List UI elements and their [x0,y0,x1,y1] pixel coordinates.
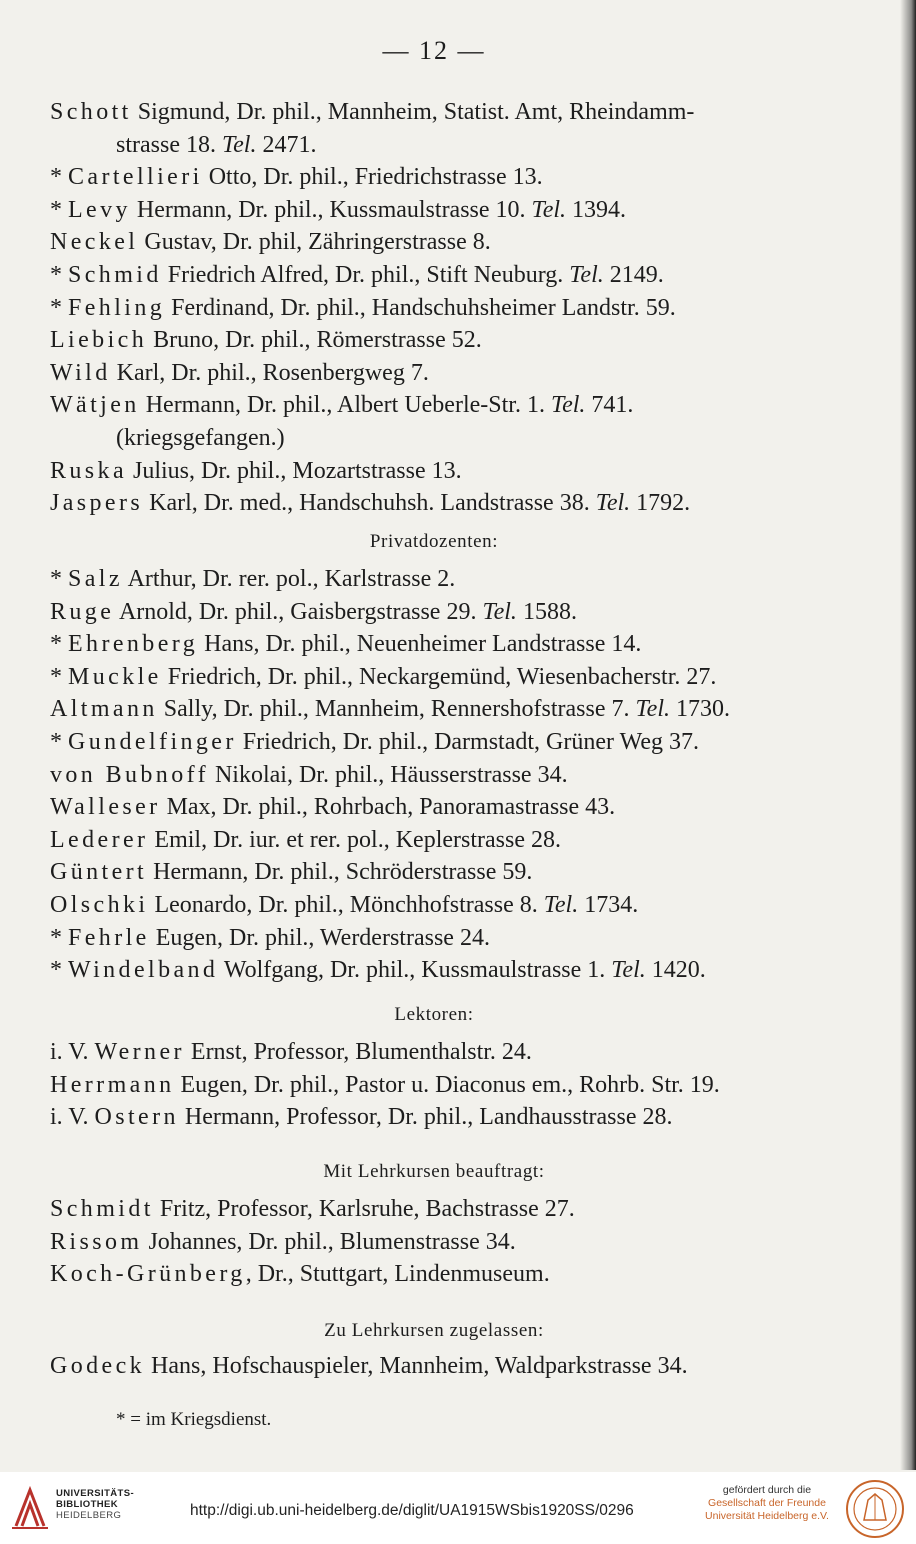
entry-line [50,693,840,726]
military-service-asterisk: * [50,663,68,690]
entry-line [50,389,840,422]
footer-bar [0,1472,916,1544]
military-service-asterisk: * [50,957,68,984]
entry-details: Hans, Dr. phil., Neuenheimer Landstrasse 14. [198,631,642,658]
entry-surname: Jaspers [50,490,144,517]
entry-details: Sally, Dr. phil., Mannheim, Rennershofstrasse 7. [157,696,636,723]
entry-surname: Wätjen [50,392,140,419]
entry-line [50,324,840,357]
entry-surname: Koch-Grünberg [50,1261,246,1288]
entry-line [50,1193,840,1226]
entry-line [50,596,840,629]
entry-details: , Dr., Stuttgart, Lindenmuseum. [245,1261,550,1288]
entry-line [50,455,840,488]
entry-surname: Herrmann [50,1071,175,1098]
entry-details: Julius, Dr. phil., Mozartstrasse 13. [127,457,462,484]
entry-surname: Güntert [50,859,148,886]
military-service-asterisk: * [50,294,68,321]
entry-details: Hermann, Professor, Dr. phil., Landhausstrasse 28. [178,1104,673,1131]
entry-surname: Fehling [68,294,166,321]
entry-details: strasse 18. [116,131,222,158]
sponsor-org-line1: Gesellschaft der Freunde [708,1497,826,1509]
entry-line [50,292,840,325]
sponsor-org-line2: Universität Heidelberg e.V. [705,1510,829,1522]
telephone-label: Tel. [531,196,567,223]
entry-details: (kriegsgefangen.) [116,424,285,451]
entry-prefix: i. V. [50,1039,95,1065]
zugelassen-list [50,1350,840,1383]
telephone-label: Tel. [611,957,646,984]
entry-details: Eugen, Dr. phil., Pastor u. Diaconus em., Rohrb. Str. 19. [174,1071,720,1098]
heading-lehrkursen-beauftragt: Mit Lehrkursen beauftragt: [323,1161,545,1182]
entry-surname: Windelband [68,957,219,984]
entry-details: Johannes, Dr. phil., Blumenstrasse 34. [142,1228,516,1255]
entry-details: Max, Dr. phil., Rohrbach, Panoramastrasse 43. [160,794,616,821]
military-service-asterisk: * [50,924,68,951]
entry-surname: Levy [68,196,131,223]
entry-surname: Lederer [50,826,149,853]
entry-surname: Neckel [50,229,139,256]
entry-line [50,226,840,259]
entry-line [50,856,840,889]
telephone-label: Tel. [550,392,586,419]
entry-details: Friedrich, Dr. phil., Neckargemünd, Wiesenbacherstr. 27. [161,663,717,690]
faculty-list [50,96,840,520]
entry-details: Ferdinand, Dr. phil., Handschuhsheimer Landstr. 59. [165,294,676,321]
entry-details: Arthur, Dr. rer. pol., Karlstrasse 2. [122,566,456,592]
entry-details: Friedrich Alfred, Dr. phil., Stift Neuburg. [161,261,570,288]
entry-surname: Ruge [50,598,115,625]
entry-details: Friedrich, Dr. phil., Darmstadt, Grüner Weg 37. [236,728,699,755]
telephone-number: 1730. [669,696,730,723]
entry-line [50,96,840,129]
lehrkursen-list [50,1193,840,1291]
entry-details: Wolfgang, Dr. phil., Kussmaulstrasse 1. [218,957,612,984]
telephone-number: 2471. [256,131,317,158]
entry-surname: Gundelfinger [68,728,237,755]
entry-surname: Godeck [50,1353,146,1379]
entry-details: Ernst, Professor, Blumenthalstr. 24. [184,1039,532,1065]
sponsor-credit [704,1484,830,1523]
entry-surname: Ruska [50,457,127,484]
entry-details: Sigmund, Dr. phil., Mannheim, Statist. Amt, Rheindamm- [131,99,695,125]
entry-surname: Ehrenberg [68,631,199,658]
university-seal-icon [842,1478,908,1540]
entry-details: Nikolai, Dr. phil., Häusserstrasse 34. [208,761,568,788]
entry-line [50,954,840,987]
entry-line [50,563,840,596]
entry-surname: Walleser [50,794,161,821]
page-number: — 12 — [382,36,486,65]
heading-privatdozenten: Privatdozenten: [369,531,499,552]
entry-surname: Salz [68,566,123,592]
telephone-label: Tel. [569,261,604,288]
entry-line [50,194,840,227]
entry-surname: Olschki [50,891,149,918]
entry-details: Hermann, Dr. phil., Schröderstrasse 59. [147,859,533,886]
entry-details: Karl, Dr. med., Handschuhsh. Landstrasse 38. [143,490,596,517]
telephone-number: 1792. [630,490,691,517]
entry-line [50,628,840,661]
entry-line [50,791,840,824]
lektoren-list [50,1036,840,1134]
entry-details: Bruno, Dr. phil., Römerstrasse 52. [147,327,482,354]
heading-lehrkursen-zugelassen: Zu Lehrkursen zugelassen: [324,1320,544,1341]
entry-line [50,824,840,857]
entry-line [50,1101,840,1134]
telephone-label: Tel. [543,891,579,918]
university-library-logo-icon [10,1486,50,1530]
telephone-number: 741. [585,392,634,419]
entry-line [50,726,840,759]
entry-line [50,357,840,390]
library-name-line1: UNIVERSITÄTS- [56,1488,135,1499]
library-name-line2: BIBLIOTHEK [56,1499,119,1510]
entry-details: Eugen, Dr. phil., Werderstrasse 24. [149,924,490,951]
telephone-number: 1734. [578,891,639,918]
source-url-link[interactable]: http://digi.ub.uni-heidelberg.de/diglit/UA1915WSbis1920SS/0296 [190,1502,634,1519]
entry-line [50,259,840,292]
entry-details: Hans, Hofschauspieler, Mannheim, Waldparkstrasse 34. [145,1353,688,1379]
telephone-number: 1394. [566,196,627,223]
entry-continuation [50,422,840,455]
military-service-asterisk: * [50,261,68,288]
entry-line [50,487,840,520]
entry-details: Emil, Dr. iur. et rer. pol., Keplerstrasse 28. [148,826,561,853]
entry-line [50,1350,840,1383]
entry-surname: Altmann [50,696,158,723]
entry-details: Arnold, Dr. phil., Gaisbergstrasse 29. [114,598,483,625]
entry-details: Otto, Dr. phil., Friedrichstrasse 13. [202,164,543,191]
footnote: * = im Kriegsdienst. [116,1409,272,1430]
telephone-number: 1588. [516,598,577,625]
entry-line [50,1258,840,1291]
entry-surname: Ostern [94,1104,179,1131]
entry-line [50,1226,840,1259]
military-service-asterisk: * [50,566,68,592]
entry-line [50,1069,840,1102]
entry-surname: Werner [94,1039,185,1065]
privatdozenten-list [50,563,840,987]
entry-continuation [50,129,840,162]
entry-surname: Fehrle [68,924,150,951]
military-service-asterisk: * [50,164,68,191]
entry-line [50,889,840,922]
entry-details: Gustav, Dr. phil, Zähringerstrasse 8. [138,229,491,256]
entry-surname: Schmidt [50,1196,154,1222]
page-edge-shadow [900,0,916,1470]
telephone-number: 2149. [603,261,664,288]
entry-line [50,922,840,955]
entry-surname: Rissom [50,1228,143,1255]
entry-line [50,161,840,194]
entry-surname: Schmid [68,261,162,288]
entry-surname: Liebich [50,327,148,354]
entry-surname: von Bubnoff [50,761,209,788]
entry-surname: Schott [50,99,132,125]
entry-line [50,661,840,694]
military-service-asterisk: * [50,196,68,223]
telephone-label: Tel. [221,131,257,158]
entry-details: Karl, Dr. phil., Rosenbergweg 7. [110,359,429,386]
entry-line [50,759,840,792]
entry-details: Leonardo, Dr. phil., Mönchhofstrasse 8. [148,891,544,918]
entry-line [50,1036,840,1069]
entry-surname: Wild [50,359,111,386]
library-name [56,1488,134,1521]
library-name-line3: HEIDELBERG [56,1510,122,1521]
military-service-asterisk: * [50,728,68,755]
telephone-label: Tel. [482,598,517,625]
telephone-label: Tel. [595,490,631,517]
heading-lektoren: Lektoren: [394,1004,474,1025]
telephone-label: Tel. [635,696,670,723]
military-service-asterisk: * [50,631,68,658]
entry-details: Hermann, Dr. phil., Albert Ueberle-Str. 1. [139,392,551,419]
entry-surname: Muckle [68,663,162,690]
sponsor-intro: gefördert durch die [722,1484,812,1496]
entry-details: Fritz, Professor, Karlsruhe, Bachstrasse 27. [153,1196,575,1222]
telephone-number: 1420. [645,957,706,984]
entry-details: Hermann, Dr. phil., Kussmaulstrasse 10. [130,196,532,223]
entry-prefix: i. V. [50,1104,95,1131]
entry-surname: Cartellieri [68,164,203,191]
